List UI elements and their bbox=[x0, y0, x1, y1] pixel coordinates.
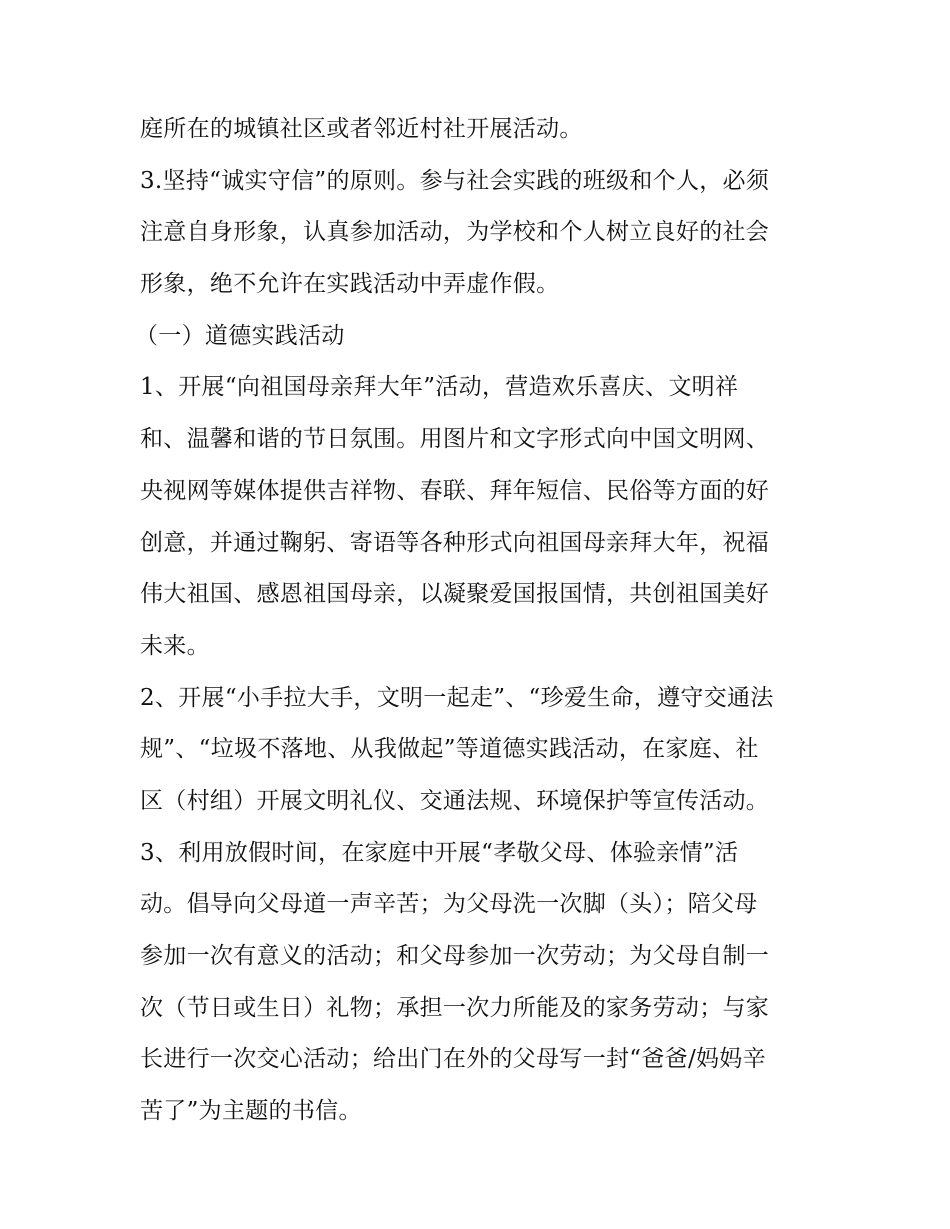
text-line: 庭所在的城镇社区或者邻近村社开展活动。 bbox=[140, 116, 583, 142]
text-line: 长进行一次交心活动；给出门在外的父母写一封“爸爸/妈妈辛 bbox=[140, 1046, 766, 1073]
text-line: 注意自身形象，认真参加活动，为学校和个人树立良好的社会 bbox=[140, 219, 770, 246]
document-body bbox=[135, 104, 820, 1138]
text-line: 2、开展“小手拉大手，文明一起走”、“珍爱生命，遵守交通法 bbox=[140, 684, 774, 711]
text-line: 区（村组）开展文明礼仪、交通法规、环境保护等宣传活动。 bbox=[140, 787, 770, 814]
text-line: 参加一次有意义的活动；和父母参加一次劳动；为父母自制一 bbox=[140, 943, 770, 969]
text-line: 3.坚持“诚实守信”的原则。参与社会实践的班级和个人，必须 bbox=[140, 167, 770, 194]
section-heading: （一）道德实践活动 bbox=[135, 322, 345, 349]
text-line: 动。倡导向父母道一声辛苦；为父母洗一次脚（头）；陪父母 bbox=[140, 891, 758, 918]
text-line: 规”、“垃圾不落地、从我做起”等道德实践活动，在家庭、社 bbox=[140, 736, 759, 763]
text-line: 次（节日或生日）礼物；承担一次力所能及的家务劳动；与家 bbox=[140, 994, 770, 1021]
text-line: 苦了”为主题的书信。 bbox=[140, 1098, 362, 1125]
text-line: 形象，绝不允许在实践活动中弄虚作假。 bbox=[140, 271, 560, 298]
text-line: 未来。 bbox=[140, 632, 210, 659]
text-line: 央视网等媒体提供吉祥物、春联、拜年短信、民俗等方面的好 bbox=[140, 477, 770, 504]
text-line: 伟大祖国、感恩祖国母亲，以凝聚爱国报国情，共创祖国美好 bbox=[140, 581, 770, 608]
text-line: 创意，并通过鞠躬、寄语等各种形式向祖国母亲拜大年，祝福 bbox=[140, 529, 770, 556]
text-line: 1、开展“向祖国母亲拜大年”活动，营造欢乐喜庆、文明祥 bbox=[140, 374, 739, 401]
text-line: 和、温馨和谐的节日氛围。用图片和文字形式向中国文明网、 bbox=[140, 426, 770, 453]
text-line: 3、利用放假时间，在家庭中开展“孝敬父母、体验亲情”活 bbox=[140, 839, 739, 866]
